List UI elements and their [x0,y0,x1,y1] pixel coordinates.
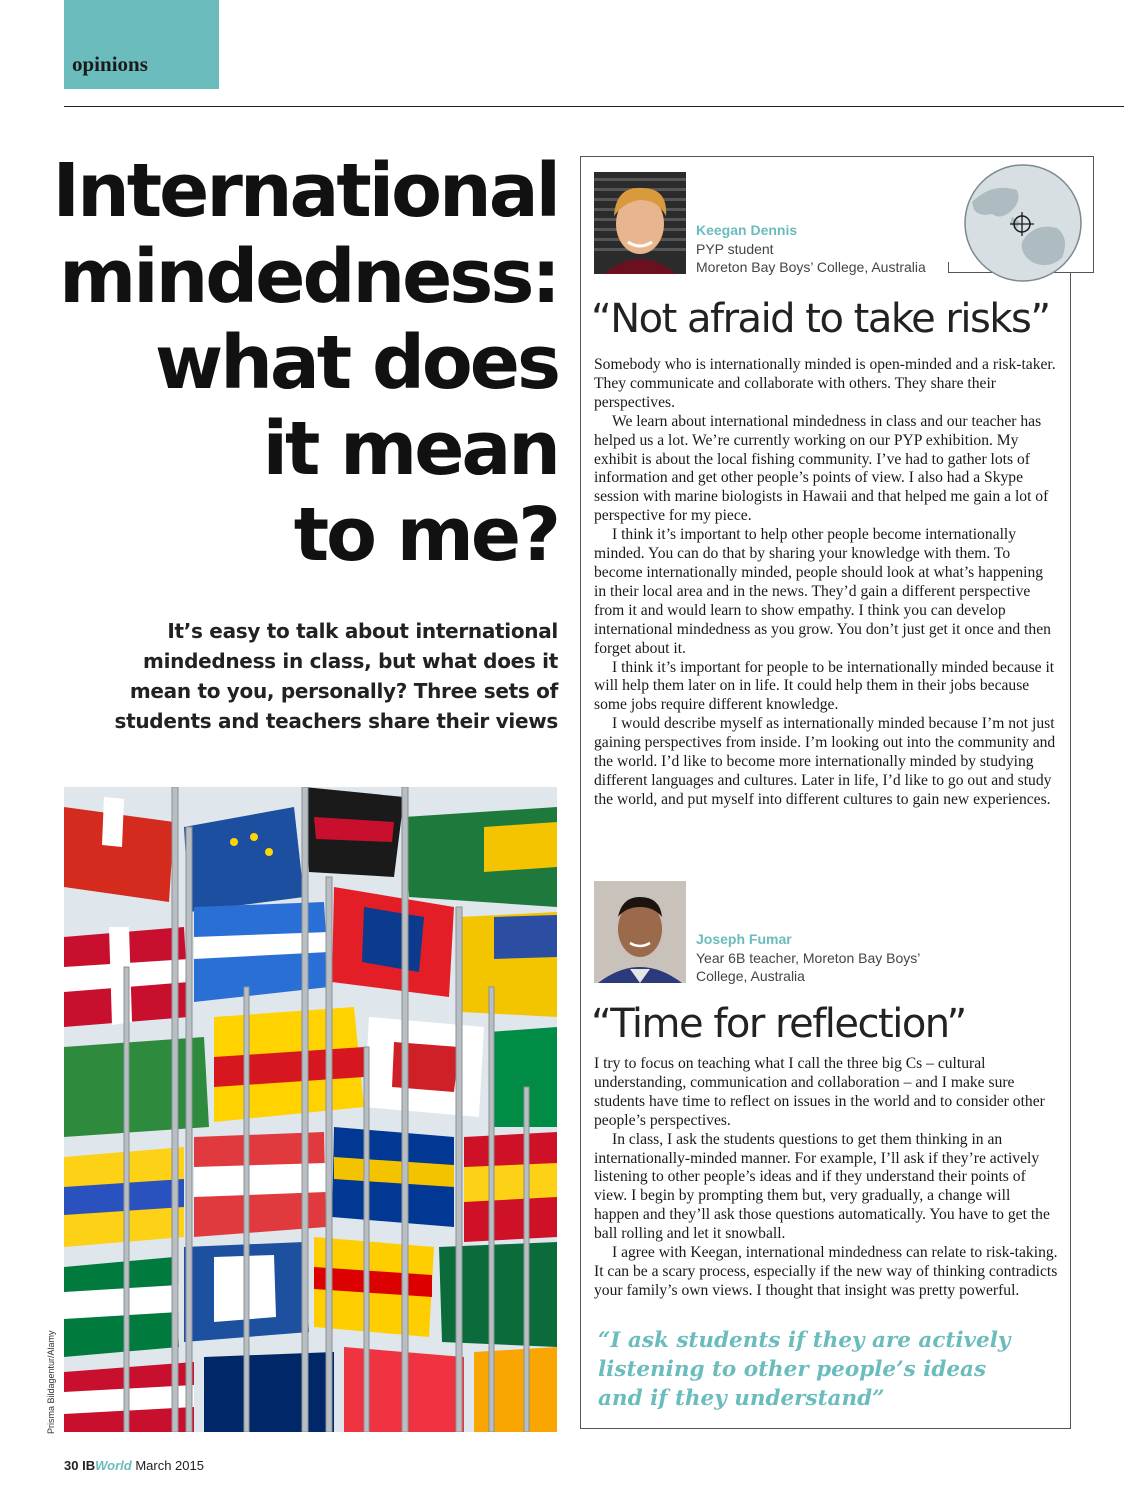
panel-border-step-up [948,262,949,273]
section-tab [64,0,219,89]
profile-school: Moreton Bay Boys’ College, Australia [696,259,926,275]
globe-icon [962,162,1084,284]
standfirst-line: mindedness in class, but what does it [143,649,558,673]
paragraph: Somebody who is internationally minded is open-minded and a risk-taker. They communicate and collaborate with others. They share their perspectives. [594,356,1056,411]
header-rule [64,106,1124,107]
standfirst-line: mean to you, personally? Three sets of [129,679,558,703]
teacher-portrait [594,881,686,983]
standfirst-line: students and teachers share their views [114,709,558,733]
flags-photo [64,787,557,1432]
keegan-photo [594,172,686,274]
page-footer [64,1458,204,1473]
profile-name: Joseph Fumar [696,931,792,947]
profile-details [696,240,926,276]
paragraph: I would describe myself as internationally minded because I’m not just gaining perspectives from inside. I’m looking out into the community and the world. I’d like to become more internationally minded by studying different languages and cultures. Later in life, I’d like to go out and study the world, and put myself into different cultures to gain new experiences. [594,715,1056,808]
panel-border-top-left [580,156,1094,157]
profile-role: Year 6B teacher, Moreton Bay Boys’ [696,950,921,966]
pull-quote [598,1326,1068,1413]
page-number: 30 [64,1458,79,1473]
paragraph: I try to focus on teaching what I call the three big Cs – cultural understanding, communication and collaboration – and I make sure students have time to reflect on issues in the world and to consider other people’s perspectives. [594,1055,1045,1129]
profile-name: Keegan Dennis [696,222,798,238]
profile-details [696,949,920,985]
article-body [594,1055,1059,1301]
pull-quote-line: and if they understand” [598,1386,885,1411]
paragraph: In class, I ask the students questions to get them thinking in an internationally-minded manner. For example, I’ll ask if they’re actively listening to other people’s ideas and if they understand their points of view. I begin by prompting them but, very gradually, a change will happen and they’ll ask those questions automatically. You have to get the ball rolling and let it snowball. [594,1130,1050,1243]
photo-credit: Prisma Bildagentur/Alamy [46,1330,56,1434]
paragraph: We learn about international mindedness in class and our teacher has helped us a lot. We’re currently working on our PYP exhibition. My exhibit is about the local fishing community. I’ve had to gather lots of information and get other people’s points of view. I also had a Skype session with marine biologists in Hawaii and that helped me gain a lot of perspective for my piece. [594,412,1049,525]
section-label: opinions [72,52,148,76]
headline-line: International [52,148,558,234]
profile-role: PYP student [696,241,774,257]
brand-ib: IB [82,1458,96,1473]
paragraph: I agree with Keegan, international mindedness can relate to risk-taking. It can be a scary process, especially if the new way of thinking contradicts your family’s own views. I thought that insight was pretty powerful. [594,1244,1058,1299]
headline-line: mindedness: [59,234,558,320]
paragraph: I think it’s important to help other people become internationally minded. You can do that by sharing your knowledge with them. To become internationally minded, people should look at what’s happening in their local area and in the news. They’d gain a different perspective from it and would learn to show empathy. I think you can develop international mindedness as you grow. You don’t just get it once and then forget about it. [594,526,1051,657]
headline-line: what does [154,320,558,406]
panel-border-right [1070,272,1071,1429]
quote-heading: “Time for reflection” [591,1001,966,1047]
headline-line: it mean [262,406,558,492]
student-portrait [594,172,686,274]
standfirst-line: It’s easy to talk about international [167,619,558,643]
paragraph: I think it’s important for people to be internationally minded because it will help them later on in life. It could help them in their jobs because some jobs require different knowledge. [594,658,1055,714]
pull-quote-line: “I ask students if they are actively [598,1328,1011,1353]
pull-quote-line: listening to other people’s ideas [598,1357,987,1382]
standfirst [100,616,558,736]
joseph-photo [594,881,686,983]
headline [40,148,558,578]
panel-border-bottom [580,1428,1071,1429]
headline-line: to me? [293,492,558,578]
article-body [594,356,1059,810]
globe-map [962,162,1084,284]
brand-world: World [95,1458,132,1473]
panel-border-right-top [1093,156,1094,272]
flags-illustration [64,787,557,1432]
issue-date: March 2015 [135,1458,204,1473]
quote-heading: “Not afraid to take risks” [591,296,1050,342]
panel-border-left [580,156,581,1429]
profile-school: College, Australia [696,968,805,984]
